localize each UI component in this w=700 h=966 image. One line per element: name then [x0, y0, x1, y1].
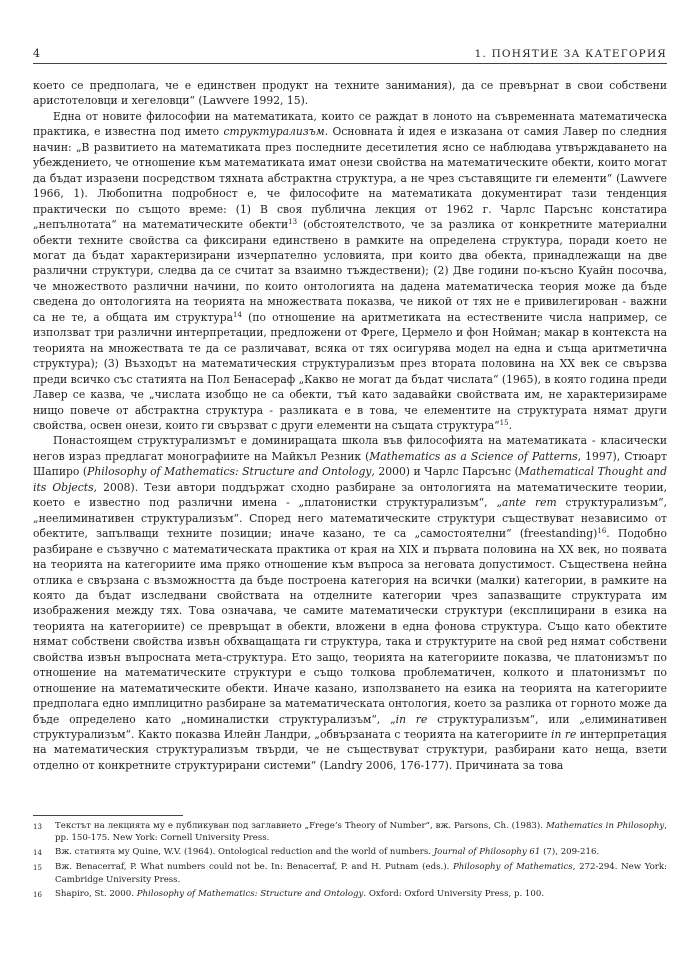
running-title: 1. ПОНЯТИЕ ЗА КАТЕГОРИЯ	[474, 48, 667, 60]
footnote-number: 16	[33, 890, 42, 899]
footnotes	[33, 820, 667, 902]
footnote-rule	[33, 815, 183, 816]
footnote	[33, 861, 667, 886]
book-title: Philosophy of Mathematics: Structure and Ontology	[87, 465, 372, 479]
footnote	[33, 846, 667, 859]
footnote	[33, 820, 667, 845]
emphasis: in re	[551, 728, 577, 742]
paragraph: което се предполага, че е единствен продукт на техните занимания), да се превърнат в свои собствени аристотеловци и хегеловци“ (Lawvere 1992, 15).	[33, 79, 667, 108]
page-number: 4	[33, 47, 41, 60]
emphasis: ante rem	[502, 496, 557, 510]
emphasis: in re	[395, 712, 428, 726]
book-title: Mathematics as a Science of Patterns	[369, 449, 578, 463]
footnote-text: Вж. Benacerraf, P. What numbers could not be. In: Benacerraf, P. and H. Putnam (eds.). Philosophy of Mathematics, 272-294. New York: Cambridge University Press.	[55, 862, 667, 885]
footnote-text: Вж. статията му Quine, W.V. (1964). Ontological reduction and the world of numbers. Journal of Philosophy 61 (7), 209-216.	[55, 847, 600, 858]
footnote-ref: 13	[288, 218, 298, 227]
footnote-number: 13	[33, 823, 42, 831]
paragraph: Една от новите философии на математиката, които се раждат в лоното на съвременната математическа практика, е известна под името структурализъм. Основната ѝ идея е изказана от самия Лавер по следния начин: „В развитието на математиката през последните десетилетия ясно се наблюдава утвърждаването на убеждението, че отношение към математиката имат онези свойства на математическите обекти, които могат да бъдат изразени посредством тяхната абстрактна структура, а не чрез съставящите ги елементи“ (Lawvere 1966, 1). Любопитна подробност е, че философите на математиката документират тази тенденция практически по същото време: (1) В своя публична лекция от 1962 г. Чарлс Парсънс констатира „непълнотата“ на математическите обекти$^{13}$ (обстоятелството, че за разлика от конкретните материални обекти техните свойства са фиксирани единствено в рамките на определена структура, поради което не могат да бъдат характеризирани изчерпателно условията, при които два обекта, принадлежащи на две различни структури, следва да се считат за взаимно тъждествени); (2) Две години по-късно Куайн посочва, че множеството различни начини, по които онтологията на дадена математическа теория може да бъде сведена до онтологията на теорията на множествата показва, че никой от тях не е привилегирован - важни са не те, а общата им структура$^{14}$ (по отношение на аритметиката на естествените числа например, се използват три различни интерпретации, предложени от Фреге, Цермело и фон Нойман; макар в контекста на теорията на множествата те да се различават, всяка от тях осигурява модел на една и съща аритметична структура); (3) Възходът на математическия структурализъм през втората половина на XX век се свързва преди всичко със статията на Пол Бенасераф „Какво не могат да бъдат числата“ (1965), в която година преди Лавер се казва, че „числата изобщо не са обекти, тъй като задавайки свойствата им, не характеризираме нищо повече от абстрактна структура - разликата е в това, че елементите на структурата нямат други свойства, освен онези, които ги свързват с други елементи на същата структура“$^{15}$.	[33, 109, 667, 432]
footnote-ref: 16	[597, 527, 607, 536]
footnote-text: Shapiro, St. 2000. Philosophy of Mathematics: Structure and Ontology. Oxford: Oxford University Press, p. 100.	[55, 888, 545, 899]
body-text	[33, 78, 667, 773]
paragraph: Понастоящем структурализмът е доминиращата школа във философията на математиката - класически негов израз предлагат монографиите на Майкъл Резник (Mathematics as a Science of Patterns, 1997), Стюарт Шапиро (Philosophy of Mathematics: Structure and Ontology, 2000) и Чарлс Парсънс (Mathematical Thought and its Objects, 2008). Тези автори поддържат сходно разбиране за онтологията на математическите теории, което е известно под различни имена - „платонистки структурализъм“, „ante rem структурализъм“, „неелиминативен структурализъм“. Според него математическите структури съществуват независимо от обектите, запълващи техните позиции; иначе казано, те са „самостоятелни“ (freestanding)$^{16}$. Подобно разбиране е съзвучно с математическата практика от края на XIX и първата половина на XX век, но появата на теорията на категориите има пряко отношение към въпроса за неговата допустимост. Съществена нейна отлика е свързана с възможността да бъде построена категория на всички (малки) категории, в рамките на която да бъдат изследвани свойствата на отделните категории чрез запазващите структурата им изображения между тях. Това означава, че самите математически структури (експлицирани в езика на теорията на категориите) се превръщат в обекти, вложени в една фонова структура. Също като обектите нямат собствени свойства извън обхващащата ги структура, така и структурите на свой ред нямат собствени свойства извън въпросната мета-структура. Ето защо, теорията на категориите показва, че платонизмът по отношение на математическите структури е също толкова проблематичен, колкото и платонизмът по отношение на математическите обекти. Иначе казано, използването на езика на теорията на категориите предполага едно имплицитно разбиране за математическата онтология, което за разлика от горното може да бъде определено като „номиналистки структурализъм“, „in re структурализъм“, или „елиминативен структурализъм“. Както показва Илейн Ландри, „обвързаната с теорията на категориите in re интерпретация на математическия структурализъм твърди, че не съществуват структури, разбирани като неща, взети отделно от конкретните структурирани системи“ (Landry 2006, 176-177). Причината за това	[33, 434, 668, 772]
header-rule	[33, 63, 667, 64]
page-header	[33, 44, 667, 60]
footnote-number: 14	[33, 849, 42, 858]
footnote	[33, 888, 667, 901]
footnote-ref: 15	[499, 418, 509, 427]
footnote-ref: 14	[233, 310, 242, 319]
footnote-number: 15	[33, 864, 42, 873]
footnote-text: Текстът на лекцията му е публикуван под заглавието „Frege’s Theory of Number“, вж. Parsons, Ch. (1983). Mathematics in Philosophy, pp. 150-175. New York: Cornell University Press.	[55, 821, 668, 844]
book-title: Mathematical Thought and its Objects	[33, 465, 667, 494]
emphasis: структурализъм	[223, 125, 325, 139]
